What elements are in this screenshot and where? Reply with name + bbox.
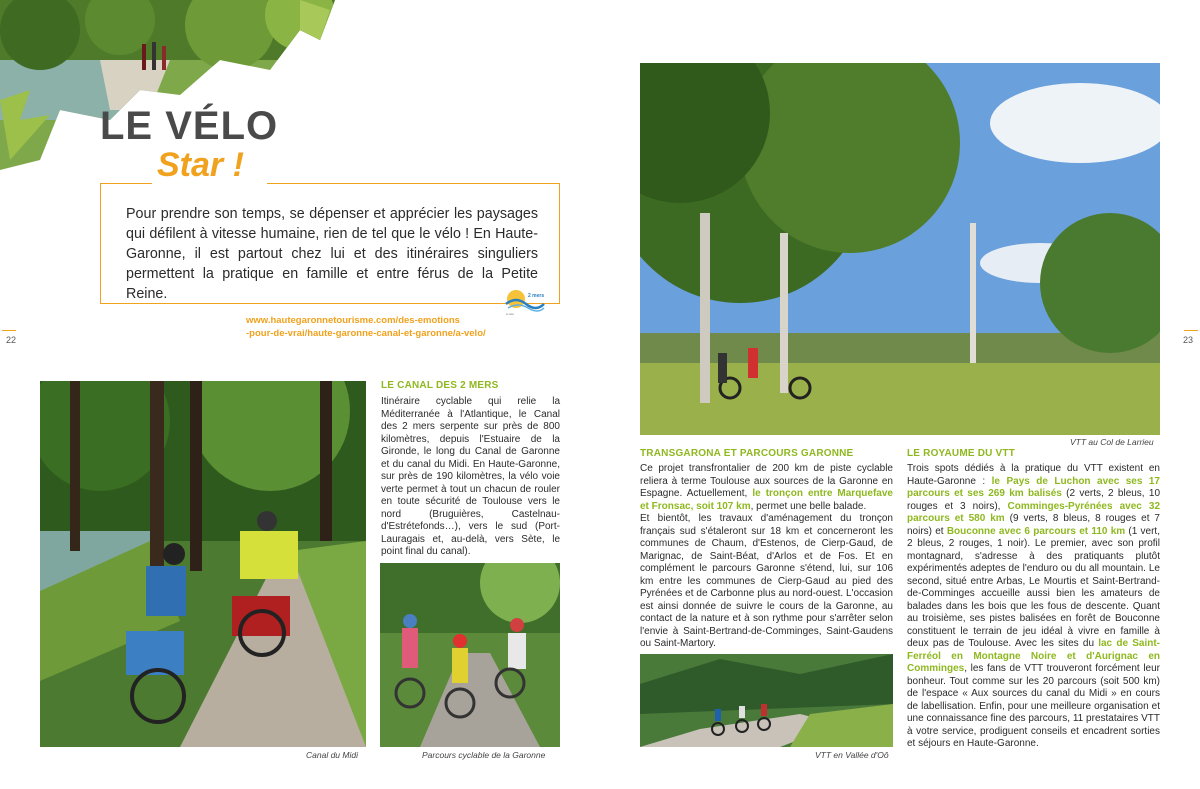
intro-frame-top-left (100, 183, 152, 184)
intro-text: Pour prendre son temps, se dépenser et apprécier les paysages qui défilent à vitesse humaine, rien de tel que le vélo ! En Haute-Garonne, il est partout chez lui et des itinéraires singuliers permettent la pratique en famille et entre férus de la Petite Reine. (126, 206, 538, 302)
transgarona-highlight: le tronçon entre Marquefave et Fronsac, soit 107 km (640, 488, 893, 512)
vtt-c: (9 verts, 8 bleus, 8 rouges et 7 noirs) et (907, 513, 1160, 537)
website-link-line2[interactable]: -pour-de-vrai/haute-garonne-canal-et-garonne/a-velo/ (246, 328, 486, 339)
photo-canal-du-midi (40, 381, 366, 747)
heading-transgarona: TRANSGARONA ET PARCOURS GARONNE (640, 448, 854, 459)
photo-col-de-larrieu (640, 63, 1160, 435)
page-number-rule-left (2, 330, 16, 331)
vtt-highlight-luchon: le Pays de Luchon avec ses 17 parcours et ses 269 km balisés (907, 475, 1160, 499)
website-link-line1[interactable]: www.hautegaronnetourisme.com/des-emotions (246, 315, 460, 326)
vtt-a: Trois spots dédiés à la pratique du VTT existent en Haute-Garonne : (907, 463, 1160, 487)
vtt-e: , les fans de VTT trouveront forcément leur bonheur. Tout comme sur les 20 parcours (soit 500 km) de l'espace « Aux sources du canal du Midi » en cours de labellisation. Enfin, pour une meilleure organisation et une connaissance fine des parcours, 11 prestataires VTT à votre service, prodiguent conseils et encadrent sorties et séjours en Haute-Garonne. (907, 663, 1160, 749)
heading-canal-2-mers: LE CANAL DES 2 MERS (381, 380, 499, 391)
vtt-b: (2 verts, 2 bleus, 10 rouges et 3 noirs), (907, 488, 1160, 512)
text-canal-2-mers: Itinéraire cyclable qui relie la Méditerranée à l'Atlantique, le Canal des 2 mers serpente sur près de 800 kilomètres, depuis l'Estuaire de la Gironde, le long du Canal de Garonne et du canal du Midi. En Haute-Garonne, sur près de 190 kilomètres, la vélo voie verte permet à tout un chacun de rouler en toute sécurité de Toulouse vers le nord (Bruguières, Castelnau-d'Estrétefonds…), vers le sud (Port-Lauragais et, au-delà, vers Sète, le point final du canal). (381, 396, 560, 557)
vtt-highlight-saint-ferreol: lac de Saint-Ferréol en Montagne Noire et d'Aurignac en Comminges (907, 638, 1160, 674)
transgarona-p1-b: , permet une belle balade. (750, 500, 867, 512)
page-number-rule-right (1184, 330, 1198, 331)
website-link[interactable] (246, 314, 536, 340)
caption-vallee-d-oo: VTT en Vallée d'Oô (815, 750, 889, 760)
text-transgarona (640, 463, 893, 651)
photo-vallee-d-oo (640, 654, 893, 747)
svg-text:à vélo: à vélo (506, 312, 515, 316)
caption-parcours-garonne: Parcours cyclable de la Garonne (422, 750, 546, 760)
canal-2-mers-logo (504, 286, 546, 316)
caption-col-de-larrieu: VTT au Col de Larrieu (1070, 437, 1154, 447)
heading-royaume-vtt: LE ROYAUME DU VTT (907, 448, 1016, 459)
transgarona-p2: Et bientôt, les travaux d'aménagement du tronçon français sud s'étaleront sur 18 km et concerneront les communes de Chaum, d'Estenos, de Cierp-Gaud, de Marignac, de Saint-Béat, d'Arlos et de Fos. Et en complément le parcours Garonne s'étend, lui, sur 106 km entre les communes de Cierp-Gaud au pied des Pyrénées et de Carbonne plus au nord-ouest. L'occasion est ainsi donnée de suivre le cours de la Garonne, au contact de la nature et à son rythme pour s'arrêter selon l'envie à Saint-Bertrand-de-Comminges, Saint-Gaudens ou Saint-Martory. (640, 513, 893, 649)
intro-frame-top-right (267, 183, 559, 184)
transgarona-p1-a: Ce projet transfrontalier de 200 km de piste cyclable reliera à terme Toulouse aux sources de la Garonne en Espagne. Actuellement, (640, 463, 893, 499)
text-royaume-vtt (907, 463, 1160, 751)
vtt-d: (1 vert, 2 bleus, 2 rouges, 1 noir). Le premier, avec son profil montagnard, s'adresse à des pratiquants plutôt expérimentés adeptes de l'enduro ou du all mountain. Le second, situé entre Arbas, Le Mourtis et Saint-Bertrand-de-Comminges accueille aussi bien les amateurs de balades dans les bois que les fous de descente. Quant au troisième, ses pistes balisées en forêt de Bouconne constituent le terrain de jeu idéal à vivre en famille à deux pas de Toulouse. Avec les sites du (907, 525, 1160, 649)
page-title: LE VÉLO (100, 104, 279, 148)
svg-text:2 mers: 2 mers (528, 293, 545, 299)
vtt-highlight-comminges: Comminges-Pyrénées avec 32 parcours et 580 km (907, 500, 1161, 524)
vtt-highlight-bouconne: Bouconne avec 6 parcours et 110 km (946, 525, 1126, 537)
photo-parcours-garonne (380, 563, 560, 747)
page-subtitle: Star ! (157, 146, 244, 184)
page-number-left: 22 (6, 335, 17, 345)
caption-canal-du-midi: Canal du Midi (306, 750, 358, 760)
page-number-right: 23 (1183, 335, 1194, 345)
